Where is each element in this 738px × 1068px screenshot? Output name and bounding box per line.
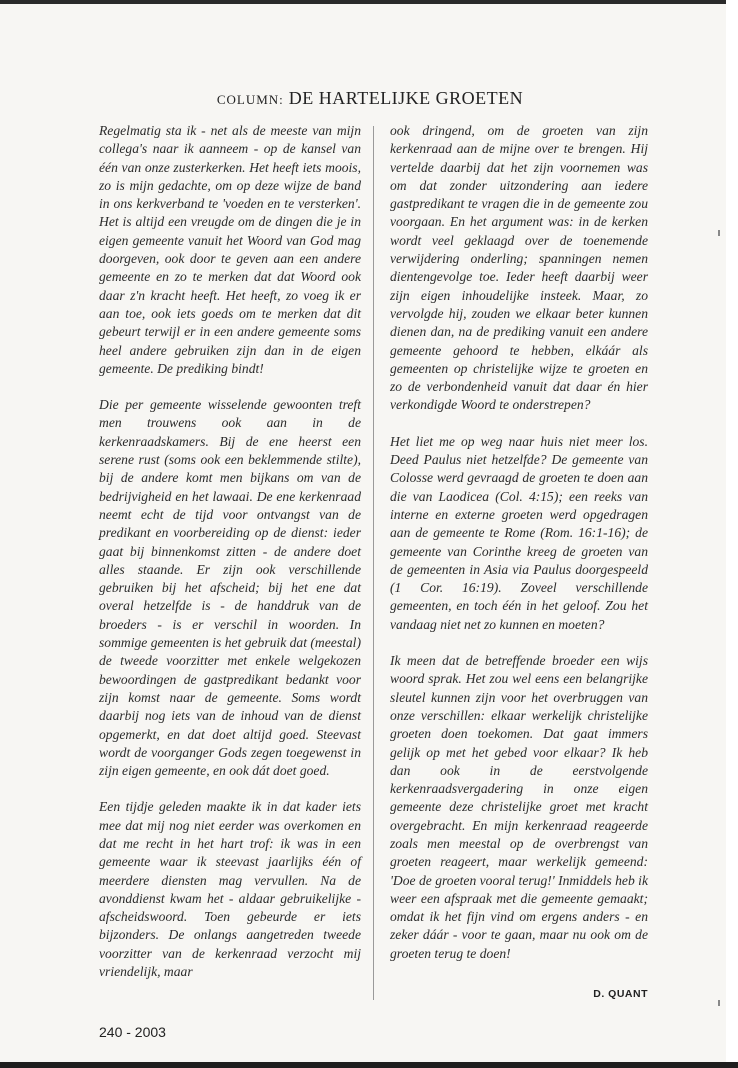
- scan-mark: [718, 230, 720, 236]
- paragraph: ook dringend, om de groeten van zijn kerkenraad aan de mijne over te brengen. Hij vertelde daarbij dat het zijn voornemen was om dat zonder uitzondering aan iedere gastpredikant te vragen die in de gemeente zou voorgaan. En het argument was: in de kerken wordt veel geklaagd over de toenemende verwijdering onderling; spanningen nemen dientengevolge toe. Ieder heeft daarbij weer zijn eigen inhoudelijke insteek. Maar, zo vervolgde hij, zouden we elkaar beter kunnen dienen dan, na de prediking vanuit een andere gemeente gehoord te hebben, elkáár als gemeenten op christelijke wijze te groeten en zo de verbondenheid vanuit dat daar én hier verkondigde Woord te onderstrepen?: [390, 123, 648, 413]
- paragraph: Ik meen dat de betreffende broeder een wijs woord sprak. Het zou wel eens een belangrijke sleutel kunnen zijn voor het overbruggen van onze verschillen: elkaar werkelijk christelijke groeten doen toekomen. Dat gaat immers gelijk op met het gebed voor elkaar? Ik heb dan ook in de eerstvolgende kerkenraadsvergadering in onze eigen gemeente deze christelijke groet met kracht overgebracht. En mijn kerkenraad reageerde zoals men meestal op de overbrengst van groeten reageert, maar werkelijk gemeend: 'Doe de groeten vooral terug!' Inmiddels heb ik weer een afspraak met die gemeente gemaakt; omdat ik het fijn vind om ergens anders - en zeker dáár - voor te gaan, maar nu ook om de groeten terug te doen!: [390, 653, 648, 961]
- scan-bottom-edge: [0, 1062, 738, 1068]
- page-number: 240 - 2003: [99, 1024, 166, 1040]
- scan-mark: [718, 1000, 720, 1006]
- left-column: [99, 122, 361, 999]
- paragraph: Een tijdje geleden maakte ik in dat kader iets mee dat mij nog niet eerder was overkomen en dat me recht in het hart trof: ik was in een gemeente waar ik steevast jaarlijks één of meerdere diensten mag vervullen. Na de avonddienst kwam het - aldaar gebruikelijke - afscheidswoord. Toen gebeurde er iets bijzonders. De onlangs aangetreden tweede voorzitter van de kerkenraad verzocht mij vriendelijk, maar: [99, 799, 361, 980]
- scan-top-edge: [0, 0, 726, 4]
- author-signature: D. QUANT: [593, 988, 648, 1000]
- paragraph: Het liet me op weg naar huis niet meer los. Deed Paulus niet hetzelfde? De gemeente van Colosse werd gevraagd de groeten te doen aan die van Laodicea (Col. 4:15); een reeks van interne en externe groeten werd opgedragen aan de gemeente te Rome (Rom. 16:1-16); de gemeente van Corinthe kreeg de groeten van de gemeenten in Asia via Paulus doorgespeeld (1 Cor. 16:19). Zoveel verschillende gemeenten, en toch één in het geloof. Zou het vandaag niet net zo kunnen en moeten?: [390, 433, 648, 632]
- column-label: COLUMN:: [216, 92, 284, 107]
- column-divider: [373, 126, 374, 1000]
- column-title: [90, 88, 650, 109]
- right-column: [390, 122, 648, 981]
- scan-right-edge: [726, 0, 738, 1068]
- paragraph: Die per gemeente wisselende gewoonten treft men trouwens ook aan in de kerkenraadskamers. Bij de ene heerst een serene rust (soms ook een beklemmende stilte), bij de andere komt men bijkans om van de bedrijvigheid en het lawaai. De ene kerkenraad neemt echt de tijd voor ontvangst van de predikant en voorbereiding op de dienst: ieder gaat bij binnenkomst zitten - de andere doet alles staande. Er zijn ook verschillende gebruiken bij het afscheid; bij het ene dat overal hetzelfde is - de handdruk van de broeders - is er verschil in woorden. In sommige gemeenten is het gebruik dat (meestal) de tweede voorzitter met enkele welgekozen bewoordingen de gastpredikant bedankt voor zijn komst naar de gemeente. Soms wordt daarbij nog iets van de inhoud van de dienst opgemerkt, en dat doet altijd goed. Steevast wordt de voorganger Gods zegen toegewenst in zijn eigen gemeente, en ook dát doet goed.: [99, 397, 361, 779]
- paragraph: Regelmatig sta ik - net als de meeste van mijn collega's naar ik aanneem - op de kansel van één van onze zusterkerken. Het heeft iets moois, zo is mijn gedachte, om op deze wijze de band in ons kerkverband te 'voeden en te versterken'. Het is altijd een vreugde om de dingen die je in eigen gemeente vanuit het Woord van God mag doorgeven, ook door te geven aan een andere gemeente en zo te merken dat dat Woord ook daar z'n kracht heeft. Het heeft, zo voeg ik er aan toe, ook iets goeds om te merken dat dit gebeurt terwijl er in een andere gemeente soms heel andere gebruiken zijn dan in de eigen gemeente. De prediking bindt!: [99, 123, 361, 376]
- article-title: DE HARTELIJKE GROETEN: [288, 88, 524, 108]
